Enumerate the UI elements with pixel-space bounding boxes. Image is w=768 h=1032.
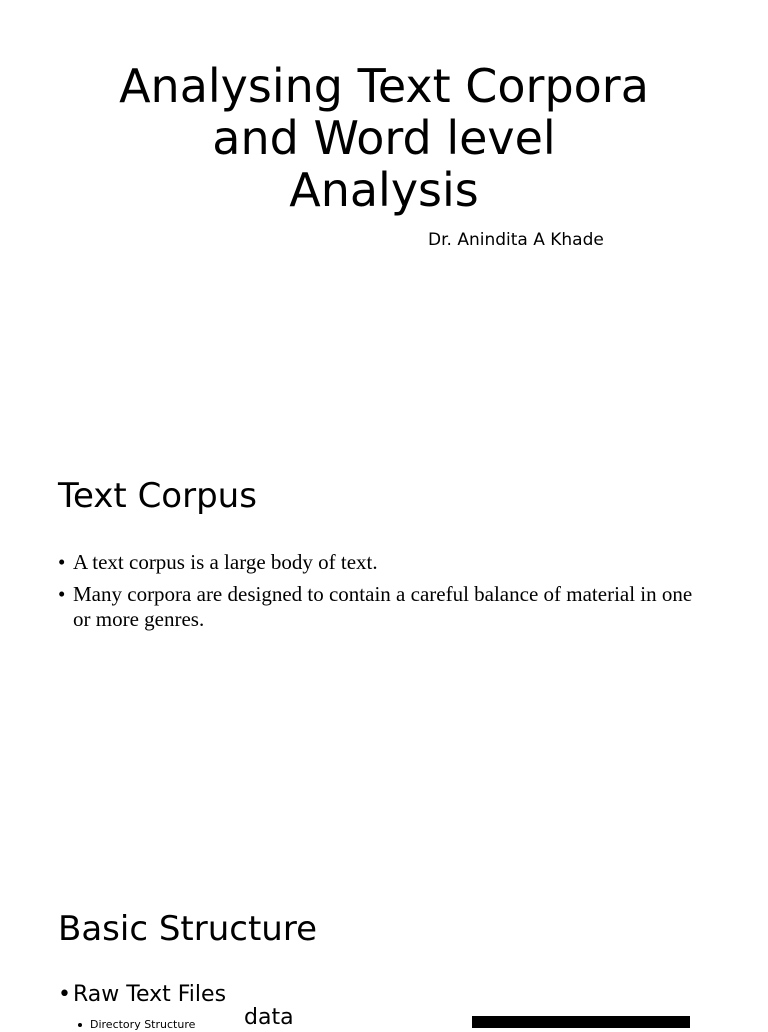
embedded-image: [472, 1016, 690, 1028]
basic-structure-slide: [0, 862, 768, 1031]
sub-bullet-icon: [78, 1023, 82, 1027]
presentation-title: [60, 60, 708, 216]
slide-heading: Basic Structure: [58, 909, 317, 949]
title-line: Analysis: [289, 163, 479, 217]
bullet-text: Many corpora are designed to contain a careful balance of material in one or more genres.: [73, 582, 693, 631]
title-line: and Word level: [212, 111, 556, 165]
bullet-list: [58, 550, 708, 639]
bullet-icon: •: [58, 982, 71, 1007]
partial-bullet-text: data: [244, 1005, 294, 1030]
bullet-list: [58, 981, 708, 1009]
bullet-icon: •: [58, 550, 66, 574]
author-subtitle: Dr. Anindita A Khade: [428, 230, 604, 250]
title-slide: [0, 0, 768, 430]
bullet-text: A text corpus is a large body of text.: [73, 550, 378, 574]
bullet-text: Raw Text Files: [73, 982, 227, 1007]
text-corpus-slide: [0, 430, 768, 862]
sub-bullet-text: Directory Structure: [90, 1018, 196, 1031]
bullet-icon: •: [58, 582, 66, 606]
bullet-item: [58, 981, 708, 1009]
slide-heading: Text Corpus: [58, 476, 257, 516]
title-line: Analysing Text Corpora: [119, 59, 649, 113]
bullet-item: [58, 582, 708, 632]
sub-bullet-item: [78, 1018, 195, 1032]
bullet-item: [58, 550, 708, 575]
